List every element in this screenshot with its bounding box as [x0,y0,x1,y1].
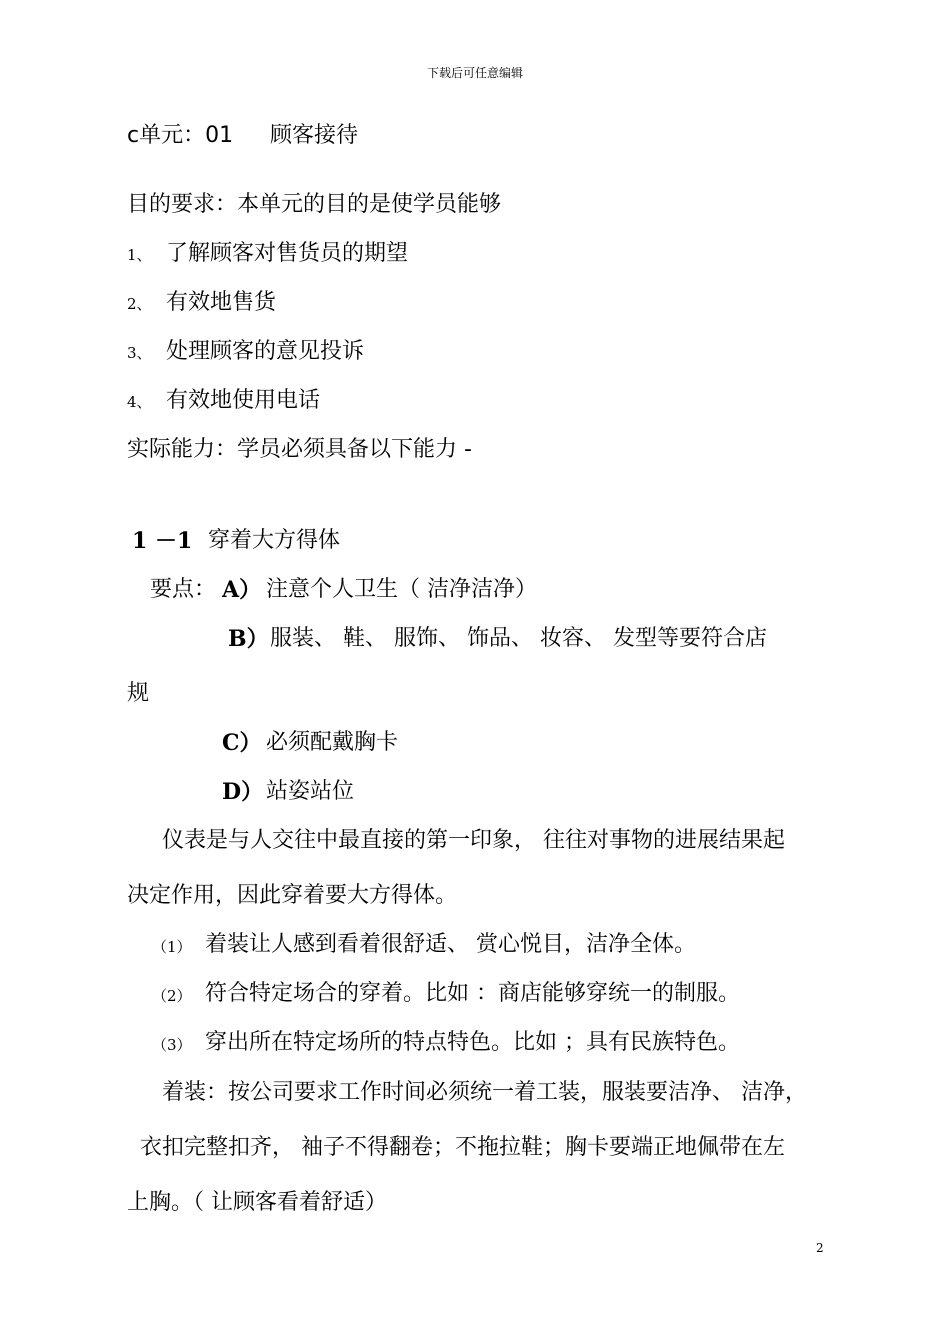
subitem-text: 着装让人感到看着很舒适、 赏心悦目，洁净全体。 [205,932,696,957]
objectives-heading: 目的要求：本单元的目的是使学员能够 [127,192,502,217]
objective-text: 了解顾客对售货员的期望 [166,241,409,266]
abilities-heading: 实际能力：学员必须具备以下能力 - [127,437,472,462]
point-letter: B） [228,626,269,652]
point-text-continued: 规 [127,681,150,706]
point-text: 站姿站位 [266,779,355,804]
paragraph-line: 仪表是与人交往中最直接的第一印象， 往往对事物的进展结果起 [162,828,785,853]
point-text: 必须配戴胸卡 [266,730,399,755]
objective-text: 有效地售货 [166,290,277,315]
paragraph-line: 上胸。（ 让顾客看着舒适） [127,1190,387,1215]
point-text: 服装、 鞋、 服饰、 饰品、 妆容、 发型等要符合店 [270,626,767,651]
points-label: 要点： [150,577,217,602]
point-letter: A） [222,577,262,603]
objective-text: 有效地使用电话 [166,388,321,413]
point-letter: D） [222,779,264,805]
paragraph-line: 着装：按公司要求工作时间必须统一着工装，服装要洁净、 洁净， [162,1080,807,1105]
paragraph-line: 衣扣完整扣齐， 袖子不得翻卷；不拖拉鞋；胸卡要端正地佩带在左 [140,1135,785,1160]
subitem-text: 符合特定场合的穿着。比如 ：商店能够穿统一的制服。 [205,981,740,1006]
section-title: 穿着大方得体 [208,528,341,553]
paragraph-line: 决定作用，因此穿着要大方得体。 [127,883,458,908]
subitem-number: （3） [152,1036,192,1054]
objective-number: 1、 [127,246,152,264]
objective-number: 3、 [127,344,152,362]
subitem-text: 穿出所在特定场所的特点特色。比如 ；具有民族特色。 [205,1030,740,1055]
point-text: 注意个人卫生（ 洁净洁净） [266,577,537,602]
unit-title-prefix: c单元：01 [127,123,234,148]
subitem-number: （2） [152,987,192,1005]
section-number: 1 －1 [132,528,193,554]
objective-number: 4、 [127,393,152,411]
unit-title-name: 顾客接待 [270,123,359,148]
subitem-number: （1） [152,938,192,956]
page-number: 2 [816,1241,824,1255]
page-header: 下载后可任意编辑 [426,66,523,80]
objective-text: 处理顾客的意见投诉 [166,339,365,364]
point-letter: C） [222,730,262,756]
objective-number: 2、 [127,295,152,313]
